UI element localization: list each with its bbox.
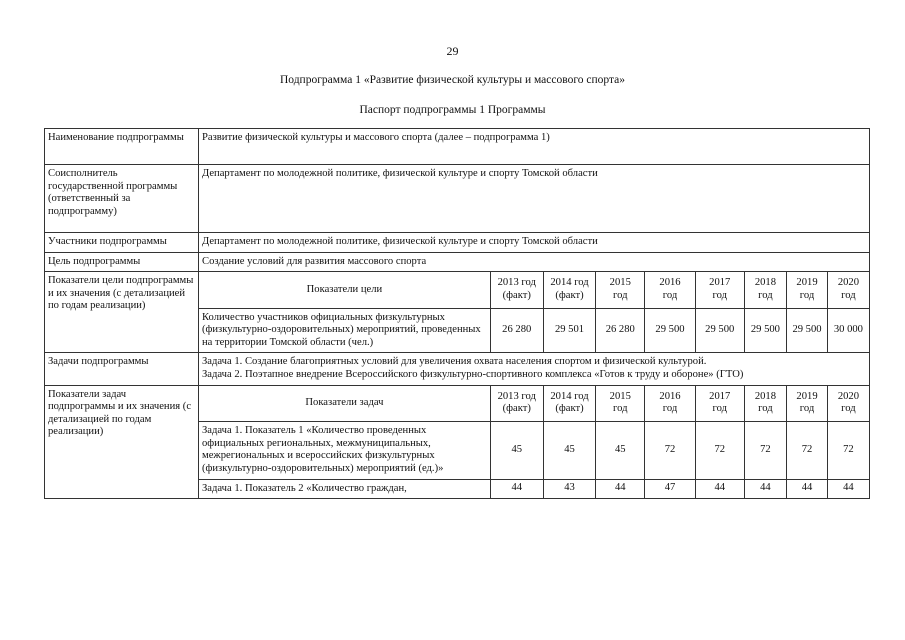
goal-value-row xyxy=(199,308,869,352)
value-cell: 44 xyxy=(827,479,869,498)
value-cell: 72 xyxy=(787,422,828,479)
participants-label: Участники подпрограммы xyxy=(45,233,199,253)
name-value: Развитие физической культуры и массового спорта (далее – подпрограмма 1) xyxy=(199,129,870,165)
year-header: 2014 год (факт) xyxy=(543,386,596,422)
value-cell: 72 xyxy=(695,422,744,479)
row-name xyxy=(45,129,870,165)
subprogram-title: Подпрограмма 1 «Развитие физической культуры и массового спорта» xyxy=(279,74,626,86)
value-cell: 44 xyxy=(695,479,744,498)
year-header: 2019 год xyxy=(787,386,828,422)
value-cell: 26 280 xyxy=(596,308,645,352)
row-tasks xyxy=(45,353,870,385)
year-header: 2017 год xyxy=(695,272,744,308)
value-cell: 44 xyxy=(744,479,787,498)
row-goal xyxy=(45,252,870,272)
year-header: 2013 год (факт) xyxy=(490,386,543,422)
value-cell: 45 xyxy=(596,422,645,479)
task-indicators-table xyxy=(199,386,869,498)
participants-value: Департамент по молодежной политике, физической культуре и спорту Томской области xyxy=(199,233,870,253)
year-header: 2013 год (факт) xyxy=(490,272,543,308)
value-cell: 26 280 xyxy=(490,308,543,352)
task-header-row xyxy=(199,386,869,422)
task-ind-table-cell xyxy=(199,385,870,498)
value-cell: 72 xyxy=(827,422,869,479)
task-1-text: Задача 1. Создание благоприятных условий для увеличения охвата населения спортом и физической культурой. xyxy=(202,356,707,368)
value-cell: 44 xyxy=(490,479,543,498)
value-cell: 44 xyxy=(596,479,645,498)
goal-header: Показатели цели xyxy=(306,283,383,295)
task-header: Показатели задач xyxy=(305,397,384,409)
year-header: 2015 год xyxy=(596,386,645,422)
value-cell: 47 xyxy=(645,479,696,498)
year-header: 2020 год xyxy=(827,386,869,422)
task-ind2-row xyxy=(199,479,869,498)
goal-indicators-table xyxy=(199,272,869,352)
value-cell: 45 xyxy=(543,422,596,479)
coexec-value: Департамент по молодежной политике, физической культуре и спорту Томской области xyxy=(199,165,870,233)
year-header: 2019 год xyxy=(787,272,828,308)
value-cell: 29 500 xyxy=(744,308,787,352)
year-header: 2020 год xyxy=(827,272,869,308)
task-ind-label: Показатели задач подпрограммы и их значения (с детализацией по годам реализации) xyxy=(45,385,199,498)
year-header: 2017 год xyxy=(695,386,744,422)
value-cell: 29 500 xyxy=(645,308,696,352)
value-cell: 44 xyxy=(787,479,828,498)
value-cell: 43 xyxy=(543,479,596,498)
goal-ind-label: Показатели цели подпрограммы и их значения (с детализацией по годам реализации) xyxy=(45,272,199,353)
goal-header-row xyxy=(199,272,869,308)
task-ind1-row xyxy=(199,422,869,479)
value-cell: 45 xyxy=(490,422,543,479)
goal-label: Цель подпрограммы xyxy=(45,252,199,272)
row-goal-indicators xyxy=(45,272,870,353)
value-cell: 29 500 xyxy=(695,308,744,352)
tasks-label: Задачи подпрограммы xyxy=(45,353,199,385)
value-cell: 30 000 xyxy=(827,308,869,352)
year-header: 2018 год xyxy=(744,272,787,308)
row-coexecutor xyxy=(45,165,870,233)
value-cell: 72 xyxy=(645,422,696,479)
year-header: 2018 год xyxy=(744,386,787,422)
goal-ind-table-cell xyxy=(199,272,870,353)
task-2-text: Задача 2. Поэтапное внедрение Всероссийского физкультурно-спортивного комплекса «Готов к труду и обороне» (ГТО) xyxy=(202,369,744,381)
tasks-value xyxy=(199,353,870,385)
row-participants xyxy=(45,233,870,253)
year-header: 2015 год xyxy=(596,272,645,308)
coexec-label: Соисполнитель государственной программы (ответственный за подпрограмму) xyxy=(45,165,199,233)
task-indicator-text: Задача 1. Показатель 2 «Количество граждан, xyxy=(199,479,490,498)
page-number: 29 xyxy=(446,44,459,58)
value-cell: 29 501 xyxy=(543,308,596,352)
value-cell: 72 xyxy=(744,422,787,479)
year-header: 2016 год xyxy=(645,386,696,422)
passport-table xyxy=(44,128,870,499)
year-header: 2014 год (факт) xyxy=(543,272,596,308)
row-task-indicators xyxy=(45,385,870,498)
goal-indicator-text: Количество участников официальных физкультурных (физкультурно-оздоровительных) мероприятий, проведенных на территории Томской области (чел.) xyxy=(199,308,490,352)
task-indicator-text: Задача 1. Показатель 1 «Количество проведенных официальных региональных, межмуниципальных, межрегиональных и всероссийских физкультурных (физкультурно-оздоровительных) мероприятий (ед.)» xyxy=(199,422,490,479)
name-label: Наименование подпрограммы xyxy=(45,129,199,165)
goal-value: Создание условий для развития массового спорта xyxy=(199,252,870,272)
year-header: 2016 год xyxy=(645,272,696,308)
value-cell: 29 500 xyxy=(787,308,828,352)
passport-title: Паспорт подпрограммы 1 Программы xyxy=(359,104,546,116)
